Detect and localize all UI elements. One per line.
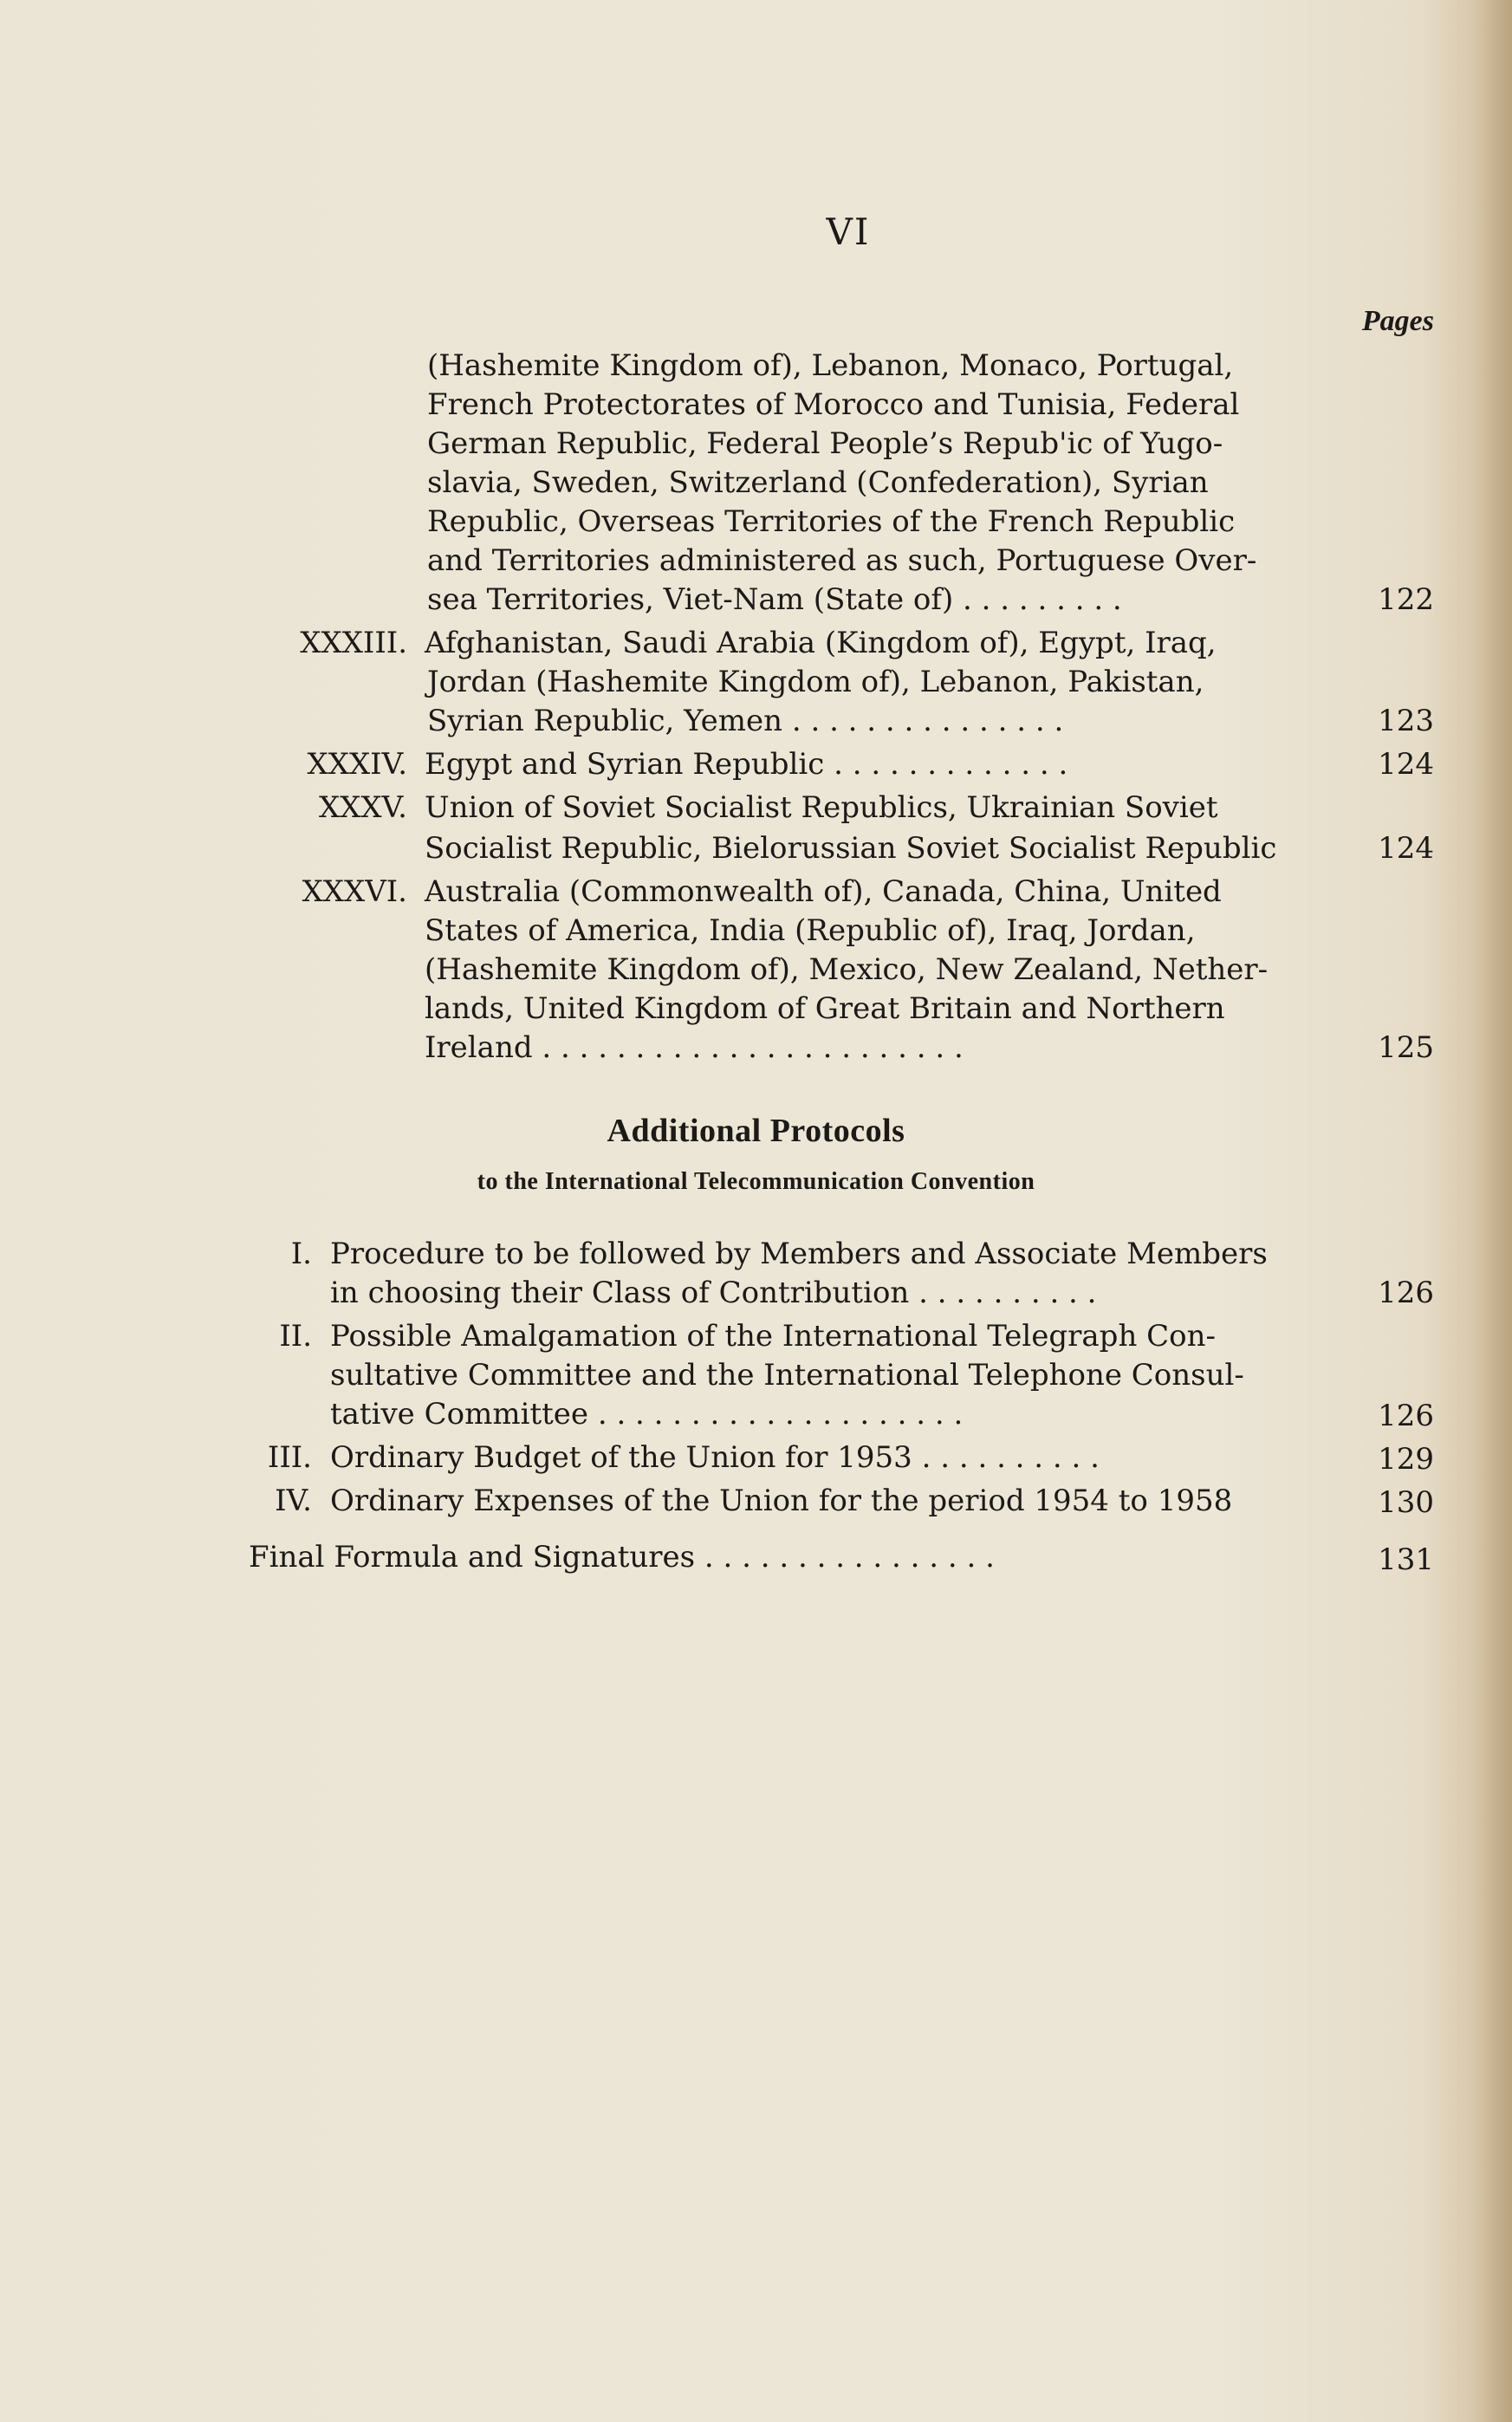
toc-line: Possible Amalgamation of the International Telegraph Con- xyxy=(330,1319,1217,1354)
toc-line: (Hashemite Kingdom of), Mexico, New Zealand, Nether- xyxy=(425,952,1269,987)
toc-line: Union of Soviet Socialist Republics, Ukrainian Soviet xyxy=(425,790,1218,825)
toc-page-number: 131 xyxy=(1378,1542,1434,1577)
toc-page-number: 126 xyxy=(1378,1399,1434,1433)
toc-line: Jordan (Hashemite Kingdom of), Lebanon, Pakistan, xyxy=(427,665,1204,699)
toc-line: Afghanistan, Saudi Arabia (Kingdom of), Egypt, Iraq, xyxy=(425,626,1217,660)
toc-line: sea Territories, Viet-Nam (State of) . . . . . . . . . xyxy=(427,582,1122,617)
toc-line: States of America, India (Republic of), Iraq, Jordan, xyxy=(425,913,1196,948)
toc-line: Ordinary Expenses of the Union for the period 1954 to 1958 xyxy=(330,1484,1233,1518)
toc-entry-number: III. xyxy=(267,1440,312,1475)
toc-entry-number: XXXIV. xyxy=(307,747,407,782)
pages-column-label: Pages xyxy=(1361,305,1434,337)
section-title: Additional Protocols xyxy=(607,1113,905,1149)
toc-line: lands, United Kingdom of Great Britain and Northern xyxy=(425,991,1225,1026)
toc-line: Syrian Republic, Yemen . . . . . . . . . . . . . . . xyxy=(427,704,1064,738)
toc-page-number: 124 xyxy=(1378,747,1434,782)
toc-line: sultative Committee and the International Telephone Consul- xyxy=(330,1358,1244,1393)
toc-line: Republic, Overseas Territories of the French Republic xyxy=(427,504,1236,539)
toc-page-number: 125 xyxy=(1378,1030,1434,1065)
toc-line: Procedure to be followed by Members and Associate Members xyxy=(330,1237,1268,1271)
toc-line: Australia (Commonwealth of), Canada, China, United xyxy=(425,874,1222,909)
toc-line: tative Committee . . . . . . . . . . . . . . . . . . . . xyxy=(330,1397,964,1432)
toc-line: slavia, Sweden, Switzerland (Confederation), Syrian xyxy=(427,465,1209,500)
toc-line: French Protectorates of Morocco and Tunisia, Federal xyxy=(427,387,1240,422)
page-number: VI xyxy=(826,211,871,253)
toc-page-number: 129 xyxy=(1378,1442,1434,1477)
toc-line: Ordinary Budget of the Union for 1953 . . . . . . . . . . xyxy=(330,1440,1100,1475)
toc-line: Final Formula and Signatures . . . . . . . . . . . . . . . . xyxy=(249,1540,995,1575)
toc-line: German Republic, Federal People’s Repub'ic of Yugo- xyxy=(427,426,1223,461)
toc-entry-number: I. xyxy=(290,1237,312,1271)
toc-entry-number: XXXIII. xyxy=(300,626,407,660)
toc-entry-number: XXXV. xyxy=(318,790,407,825)
toc-page-number: 124 xyxy=(1378,831,1434,866)
toc-page-number: 122 xyxy=(1378,582,1434,617)
toc-line: Egypt and Syrian Republic . . . . . . . . . . . . . xyxy=(425,747,1068,782)
toc-page-number: 123 xyxy=(1378,704,1434,738)
toc-entry-number: IV. xyxy=(275,1484,312,1518)
toc-entry-number: II. xyxy=(279,1319,312,1354)
page-edge-shadow xyxy=(1472,0,1512,2422)
toc-line: Socialist Republic, Bielorussian Soviet Socialist Republic xyxy=(425,831,1277,866)
toc-page-number: 130 xyxy=(1378,1485,1434,1520)
section-subtitle: to the International Telecommunication Convention xyxy=(477,1168,1035,1195)
toc-page-number: 126 xyxy=(1378,1276,1434,1310)
toc-line: and Territories administered as such, Portuguese Over- xyxy=(427,543,1257,578)
toc-line: Ireland . . . . . . . . . . . . . . . . . . . . . . . xyxy=(425,1030,964,1065)
toc-entry-number: XXXVI. xyxy=(302,874,407,909)
toc-line: in choosing their Class of Contribution . . . . . . . . . . xyxy=(330,1276,1097,1310)
toc-line: (Hashemite Kingdom of), Lebanon, Monaco, Portugal, xyxy=(427,348,1234,383)
